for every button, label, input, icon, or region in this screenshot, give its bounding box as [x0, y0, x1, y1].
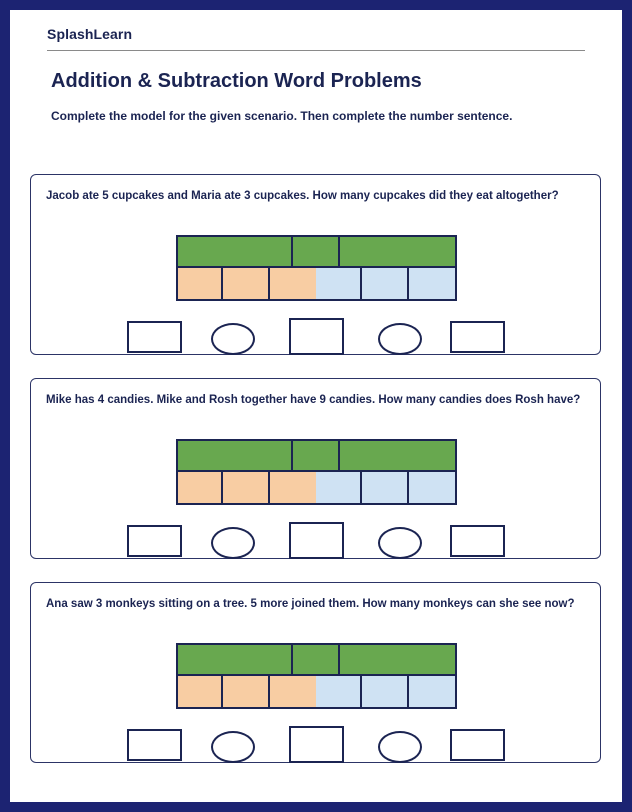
operator-oval-2[interactable] — [378, 323, 422, 355]
number-box-2[interactable] — [289, 726, 344, 763]
number-box-2[interactable] — [289, 318, 344, 355]
number-box-3[interactable] — [450, 525, 505, 557]
instructions: Complete the model for the given scenario. Then complete the number sentence. — [51, 109, 513, 123]
operator-oval-1[interactable] — [211, 527, 255, 559]
number-sentence — [31, 583, 600, 762]
problem-question: Jacob ate 5 cupcakes and Maria ate 3 cupcakes. How many cupcakes did they eat altogether? — [46, 190, 559, 202]
number-box-1[interactable] — [127, 729, 182, 761]
worksheet-page — [10, 10, 622, 802]
problem-card-1 — [30, 174, 601, 355]
number-box-3[interactable] — [450, 321, 505, 353]
number-box-3[interactable] — [450, 729, 505, 761]
operator-oval-1[interactable] — [211, 323, 255, 355]
problem-card-2 — [30, 378, 601, 559]
page-title: Addition & Subtraction Word Problems — [51, 70, 422, 92]
problem-question: Mike has 4 candies. Mike and Rosh together have 9 candies. How many candies does Rosh have? — [46, 394, 581, 406]
number-sentence — [31, 379, 600, 558]
problem-question: Ana saw 3 monkeys sitting on a tree. 5 more joined them. How many monkeys can she see now? — [46, 598, 575, 610]
operator-oval-2[interactable] — [378, 527, 422, 559]
operator-oval-2[interactable] — [378, 731, 422, 763]
number-box-2[interactable] — [289, 522, 344, 559]
number-sentence — [31, 175, 600, 354]
header-divider — [47, 50, 585, 51]
problem-card-3 — [30, 582, 601, 763]
number-box-1[interactable] — [127, 525, 182, 557]
operator-oval-1[interactable] — [211, 731, 255, 763]
brand-logo: SplashLearn — [47, 26, 133, 42]
number-box-1[interactable] — [127, 321, 182, 353]
